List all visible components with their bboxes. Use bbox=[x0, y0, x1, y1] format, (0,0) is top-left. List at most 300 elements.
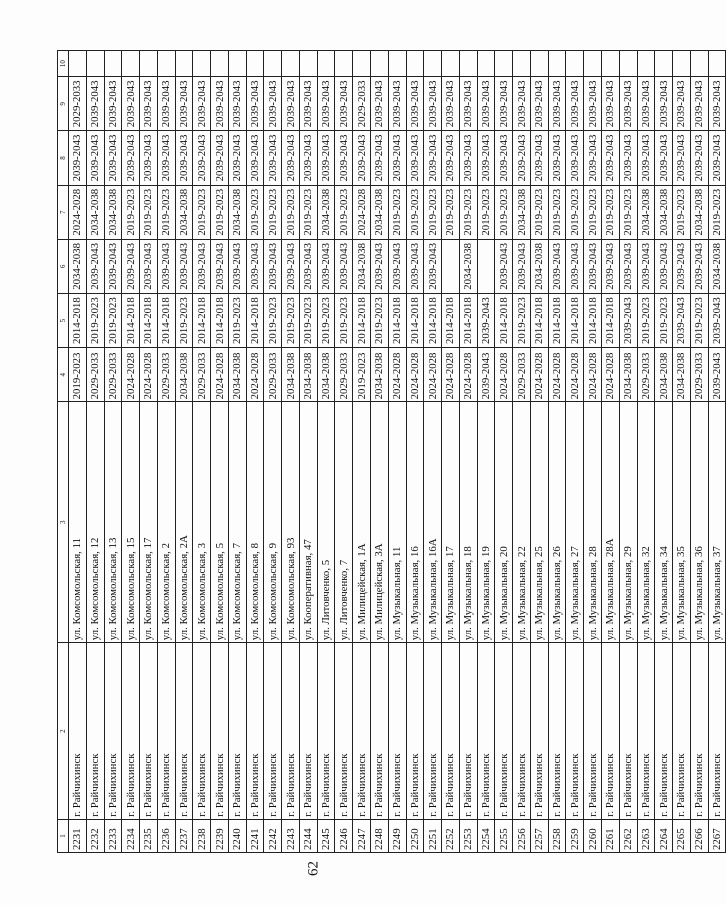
table-row bbox=[69, 51, 87, 853]
table-cell: 2034-2038 bbox=[282, 348, 300, 402]
table-cell: 2039-2043 bbox=[548, 131, 566, 185]
page-number: 62 bbox=[305, 861, 322, 876]
table-cell: г. Райчихинск bbox=[211, 643, 229, 820]
table-row bbox=[673, 51, 691, 853]
table-cell: 2029-2033 bbox=[513, 348, 531, 402]
table-cell: 2039-2043 bbox=[282, 131, 300, 185]
table-cell: 2039-2043 bbox=[371, 131, 389, 185]
table-cell: 2024-2028 bbox=[584, 348, 602, 402]
table-cell: 2034-2038 bbox=[228, 185, 246, 239]
table-cell: 2024-2028 bbox=[246, 348, 264, 402]
table-row bbox=[690, 51, 708, 853]
table-cell: г. Райчихинск bbox=[388, 643, 406, 820]
table-cell: 2039-2043 bbox=[69, 131, 87, 185]
table-cell: 2029-2033 bbox=[264, 348, 282, 402]
table-row bbox=[371, 51, 389, 853]
table-cell: г. Райчихинск bbox=[104, 643, 122, 820]
table-row bbox=[353, 51, 371, 853]
table-cell: 2039-2043 bbox=[708, 293, 726, 347]
table-cell: 2024-2028 bbox=[424, 348, 442, 402]
table-cell: 2039-2043 bbox=[388, 239, 406, 293]
table-cell: 2039-2043 bbox=[246, 131, 264, 185]
table-cell: 2019-2023 bbox=[566, 185, 584, 239]
table-cell: г. Райчихинск bbox=[690, 643, 708, 820]
table-cell: 2039-2043 bbox=[228, 77, 246, 131]
table-row bbox=[566, 51, 584, 853]
table-cell: 2019-2023 bbox=[282, 185, 300, 239]
table-cell: 2235 bbox=[140, 819, 158, 852]
table-cell: 2241 bbox=[246, 819, 264, 852]
table-cell: 2247 bbox=[353, 819, 371, 852]
table-cell: 2039-2043 bbox=[442, 131, 460, 185]
table-cell: 2267 bbox=[708, 819, 726, 852]
table-cell: 2039-2043 bbox=[211, 239, 229, 293]
column-number-cell: 9 bbox=[58, 77, 69, 131]
table-cell: 2019-2023 bbox=[69, 348, 87, 402]
table-cell: 2029-2033 bbox=[104, 348, 122, 402]
table-cell: 2260 bbox=[584, 819, 602, 852]
table-cell: 2014-2018 bbox=[459, 293, 477, 347]
table-cell: 2019-2023 bbox=[708, 185, 726, 239]
table-cell: г. Райчихинск bbox=[157, 643, 175, 820]
table-cell: 2029-2033 bbox=[353, 77, 371, 131]
table-cell: ул. Музыкальная, 35 bbox=[673, 402, 691, 643]
table-cell: ул. Кооперативная, 47 bbox=[299, 402, 317, 643]
table-cell: 2039-2043 bbox=[406, 239, 424, 293]
table-cell: 2039-2043 bbox=[637, 77, 655, 131]
table-cell: 2029-2033 bbox=[69, 77, 87, 131]
table-cell: 2019-2023 bbox=[406, 185, 424, 239]
table-cell: ул. Музыкальная, 32 bbox=[637, 402, 655, 643]
table-cell: 2039-2043 bbox=[495, 77, 513, 131]
table-cell: 2039-2043 bbox=[299, 131, 317, 185]
table-row bbox=[86, 51, 104, 853]
table-cell: 2039-2043 bbox=[211, 77, 229, 131]
table-cell: 2019-2023 bbox=[282, 293, 300, 347]
table-cell: г. Райчихинск bbox=[673, 643, 691, 820]
table-cell: 2019-2023 bbox=[584, 185, 602, 239]
table-cell: 2029-2033 bbox=[157, 348, 175, 402]
column-number-cell: 4 bbox=[58, 348, 69, 402]
table-cell: 2039-2043 bbox=[548, 239, 566, 293]
table-row bbox=[495, 51, 513, 853]
table-cell: 2243 bbox=[282, 819, 300, 852]
table-row bbox=[584, 51, 602, 853]
table-cell: г. Райчихинск bbox=[371, 643, 389, 820]
table-cell: г. Райчихинск bbox=[122, 643, 140, 820]
table-cell: 2019-2023 bbox=[335, 293, 353, 347]
table-cell: г. Райчихинск bbox=[655, 643, 673, 820]
table-cell: 2039-2043 bbox=[264, 131, 282, 185]
table-cell: 2039-2043 bbox=[282, 77, 300, 131]
table-cell: 2239 bbox=[211, 819, 229, 852]
table-cell: 2039-2043 bbox=[406, 131, 424, 185]
table-cell: 2039-2043 bbox=[530, 77, 548, 131]
table-cell: 2019-2023 bbox=[601, 185, 619, 239]
table-cell: г. Райчихинск bbox=[424, 643, 442, 820]
table-row bbox=[104, 51, 122, 853]
table-cell: 2237 bbox=[175, 819, 193, 852]
table-cell: 2034-2038 bbox=[371, 185, 389, 239]
table-cell: 2014-2018 bbox=[122, 293, 140, 347]
table-cell: 2258 bbox=[548, 819, 566, 852]
table-cell: 2029-2033 bbox=[335, 348, 353, 402]
table-cell bbox=[282, 51, 300, 77]
table-cell: г. Райчихинск bbox=[335, 643, 353, 820]
table-cell: ул. Комсомольская, 9 bbox=[264, 402, 282, 643]
table-cell: 2019-2023 bbox=[673, 185, 691, 239]
table-row bbox=[157, 51, 175, 853]
table-cell bbox=[353, 51, 371, 77]
table-cell bbox=[335, 51, 353, 77]
table-cell: 2019-2023 bbox=[371, 293, 389, 347]
table-cell: 2014-2018 bbox=[601, 293, 619, 347]
table-row bbox=[424, 51, 442, 853]
column-number-cell: 10 bbox=[58, 51, 69, 77]
table-cell: ул. Музыкальная, 36 bbox=[690, 402, 708, 643]
table-row bbox=[513, 51, 531, 853]
table-cell bbox=[442, 51, 460, 77]
table-cell: 2039-2043 bbox=[86, 239, 104, 293]
table-cell bbox=[228, 51, 246, 77]
table-cell: 2019-2023 bbox=[655, 293, 673, 347]
table-cell: 2039-2043 bbox=[424, 239, 442, 293]
table-cell: 2039-2043 bbox=[673, 77, 691, 131]
table-cell: 2039-2043 bbox=[673, 239, 691, 293]
table-cell: 2024-2028 bbox=[406, 348, 424, 402]
table-cell bbox=[317, 51, 335, 77]
table-cell: г. Райчихинск bbox=[69, 643, 87, 820]
table-cell: 2039-2043 bbox=[122, 77, 140, 131]
table-cell: 2039-2043 bbox=[459, 131, 477, 185]
table-cell: 2024-2028 bbox=[566, 348, 584, 402]
table-cell: 2039-2043 bbox=[637, 239, 655, 293]
table-cell: 2014-2018 bbox=[246, 293, 264, 347]
table-cell: 2039-2043 bbox=[388, 77, 406, 131]
table-cell: 2256 bbox=[513, 819, 531, 852]
table-cell: 2232 bbox=[86, 819, 104, 852]
table-cell: 2039-2043 bbox=[228, 131, 246, 185]
table-cell: 2024-2028 bbox=[122, 348, 140, 402]
table-cell bbox=[548, 51, 566, 77]
table-cell: г. Райчихинск bbox=[477, 643, 495, 820]
table-cell: 2266 bbox=[690, 819, 708, 852]
table-cell: 2039-2043 bbox=[690, 131, 708, 185]
table-cell: 2039-2043 bbox=[299, 239, 317, 293]
table-cell: 2019-2023 bbox=[353, 348, 371, 402]
table-cell: 2034-2038 bbox=[317, 348, 335, 402]
table-cell: г. Райчихинск bbox=[601, 643, 619, 820]
table-cell: 2024-2028 bbox=[140, 348, 158, 402]
table-cell: 2039-2043 bbox=[317, 77, 335, 131]
table-cell: ул. Литовченко, 5 bbox=[317, 402, 335, 643]
table-cell: ул. Комсомольская, 11 bbox=[69, 402, 87, 643]
table-cell: 2039-2043 bbox=[104, 77, 122, 131]
table-cell: 2019-2023 bbox=[477, 185, 495, 239]
table-cell: ул. Музыкальная, 29 bbox=[619, 402, 637, 643]
table-cell: 2039-2043 bbox=[424, 131, 442, 185]
table-cell: 2039-2043 bbox=[193, 239, 211, 293]
table-cell: 2039-2043 bbox=[477, 131, 495, 185]
table-cell: 2039-2043 bbox=[584, 131, 602, 185]
table-row bbox=[708, 51, 726, 853]
table-cell: г. Райчихинск bbox=[566, 643, 584, 820]
table-cell: 2019-2023 bbox=[317, 293, 335, 347]
table-cell: 2034-2038 bbox=[619, 348, 637, 402]
table-cell: 2039-2043 bbox=[371, 239, 389, 293]
table-cell: 2014-2018 bbox=[495, 293, 513, 347]
table-cell: г. Райчихинск bbox=[442, 643, 460, 820]
table-cell bbox=[690, 51, 708, 77]
table-cell: 2039-2043 bbox=[104, 131, 122, 185]
table-cell: 2024-2028 bbox=[442, 348, 460, 402]
table-cell: 2034-2038 bbox=[513, 185, 531, 239]
table-cell: 2263 bbox=[637, 819, 655, 852]
table-cell: 2034-2038 bbox=[459, 239, 477, 293]
table-cell: 2245 bbox=[317, 819, 335, 852]
table-cell: 2039-2043 bbox=[335, 131, 353, 185]
table-cell: 2039-2043 bbox=[619, 239, 637, 293]
table-cell bbox=[584, 51, 602, 77]
table-cell: г. Райчихинск bbox=[282, 643, 300, 820]
table-cell: г. Райчихинск bbox=[299, 643, 317, 820]
table-row bbox=[282, 51, 300, 853]
table-cell: 2024-2028 bbox=[211, 348, 229, 402]
table-cell: 2261 bbox=[601, 819, 619, 852]
table-cell bbox=[619, 51, 637, 77]
table-cell bbox=[673, 51, 691, 77]
table-cell: 2019-2023 bbox=[388, 185, 406, 239]
table-row bbox=[388, 51, 406, 853]
table-cell: 2019-2023 bbox=[495, 185, 513, 239]
table-cell: 2039-2043 bbox=[513, 131, 531, 185]
table-cell: 2039-2043 bbox=[513, 239, 531, 293]
table-cell: 2014-2018 bbox=[211, 293, 229, 347]
table-cell: 2019-2023 bbox=[193, 185, 211, 239]
table-cell: 2019-2023 bbox=[157, 185, 175, 239]
table-row bbox=[317, 51, 335, 853]
table-cell: 2039-2043 bbox=[655, 77, 673, 131]
table-cell bbox=[708, 51, 726, 77]
table-cell: 2039-2043 bbox=[690, 239, 708, 293]
table-cell: ул. Музыкальная, 16А bbox=[424, 402, 442, 643]
table-cell: 2039-2043 bbox=[157, 239, 175, 293]
table-cell: 2024-2028 bbox=[601, 348, 619, 402]
table-cell: 2039-2043 bbox=[495, 131, 513, 185]
table-cell: 2034-2038 bbox=[353, 239, 371, 293]
table-cell: 2039-2043 bbox=[264, 77, 282, 131]
table-cell: ул. Комсомольская, 13 bbox=[104, 402, 122, 643]
table-cell: г. Райчихинск bbox=[495, 643, 513, 820]
table-cell: 2039-2043 bbox=[601, 77, 619, 131]
table-cell: г. Райчихинск bbox=[193, 643, 211, 820]
table-cell: 2039-2043 bbox=[708, 348, 726, 402]
table-cell: 2014-2018 bbox=[388, 293, 406, 347]
table-cell: 2039-2043 bbox=[246, 239, 264, 293]
table-cell: 2039-2043 bbox=[424, 77, 442, 131]
table-cell: 2019-2023 bbox=[299, 185, 317, 239]
table-cell: 2034-2038 bbox=[655, 348, 673, 402]
table-cell bbox=[371, 51, 389, 77]
table-cell: ул. Музыкальная, 17 bbox=[442, 402, 460, 643]
table-cell: 2039-2043 bbox=[655, 239, 673, 293]
table-cell: 2019-2023 bbox=[140, 185, 158, 239]
table-cell: ул. Музыкальная, 28 bbox=[584, 402, 602, 643]
table-cell: 2039-2043 bbox=[601, 239, 619, 293]
table-cell: 2039-2043 bbox=[708, 131, 726, 185]
table-row bbox=[477, 51, 495, 853]
table-cell: 2014-2018 bbox=[406, 293, 424, 347]
table-cell: 2034-2038 bbox=[708, 239, 726, 293]
table-cell: 2262 bbox=[619, 819, 637, 852]
table-cell: 2039-2043 bbox=[566, 131, 584, 185]
table-cell: 2014-2018 bbox=[193, 293, 211, 347]
table-cell: 2014-2018 bbox=[157, 293, 175, 347]
table-cell: 2019-2023 bbox=[246, 185, 264, 239]
table-cell: г. Райчихинск bbox=[619, 643, 637, 820]
table-cell: ул. Милицейская, 3А bbox=[371, 402, 389, 643]
table-cell: 2236 bbox=[157, 819, 175, 852]
table-cell: 2014-2018 bbox=[530, 293, 548, 347]
table-cell: 2034-2038 bbox=[530, 239, 548, 293]
table-cell: 2014-2018 bbox=[442, 293, 460, 347]
table-cell: 2039-2043 bbox=[246, 77, 264, 131]
table-cell: г. Райчихинск bbox=[140, 643, 158, 820]
rotated-table-container bbox=[57, 50, 723, 853]
table-cell bbox=[477, 239, 495, 293]
table-cell: 2014-2018 bbox=[548, 293, 566, 347]
table-cell: г. Райчихинск bbox=[513, 643, 531, 820]
table-cell: 2039-2043 bbox=[335, 239, 353, 293]
table-cell: 2039-2043 bbox=[86, 77, 104, 131]
table-cell bbox=[86, 51, 104, 77]
table-cell: г. Райчихинск bbox=[353, 643, 371, 820]
table-cell: 2039-2043 bbox=[122, 239, 140, 293]
table-cell: 2039-2043 bbox=[495, 239, 513, 293]
table-cell: ул. Музыкальная, 37 bbox=[708, 402, 726, 643]
table-cell: ул. Музыкальная, 22 bbox=[513, 402, 531, 643]
table-cell: ул. Комсомольская, 15 bbox=[122, 402, 140, 643]
column-number-cell: 7 bbox=[58, 185, 69, 239]
table-cell: 2253 bbox=[459, 819, 477, 852]
table-cell: ул. Музыкальная, 25 bbox=[530, 402, 548, 643]
table-cell: 2024-2028 bbox=[495, 348, 513, 402]
table-cell: 2039-2043 bbox=[299, 77, 317, 131]
table-row bbox=[655, 51, 673, 853]
table-cell: 2039-2043 bbox=[477, 348, 495, 402]
table-cell: 2024-2028 bbox=[69, 185, 87, 239]
table-cell: 2039-2043 bbox=[566, 239, 584, 293]
table-cell: 2246 bbox=[335, 819, 353, 852]
table-row bbox=[140, 51, 158, 853]
table-cell: 2019-2023 bbox=[104, 293, 122, 347]
table-cell: 2257 bbox=[530, 819, 548, 852]
table-cell: ул. Комсомольская, 8 bbox=[246, 402, 264, 643]
table-cell bbox=[530, 51, 548, 77]
table-cell: 2039-2043 bbox=[140, 239, 158, 293]
table-cell: 2251 bbox=[424, 819, 442, 852]
table-cell: г. Райчихинск bbox=[264, 643, 282, 820]
table-cell: г. Райчихинск bbox=[459, 643, 477, 820]
table-cell: 2039-2043 bbox=[619, 77, 637, 131]
table-cell: 2039-2043 bbox=[406, 77, 424, 131]
table-cell: 2029-2033 bbox=[637, 348, 655, 402]
table-cell bbox=[122, 51, 140, 77]
table-cell bbox=[566, 51, 584, 77]
table-cell: 2265 bbox=[673, 819, 691, 852]
table-cell: 2039-2043 bbox=[317, 239, 335, 293]
table-cell: 2029-2033 bbox=[86, 348, 104, 402]
table-row bbox=[335, 51, 353, 853]
table-cell: 2248 bbox=[371, 819, 389, 852]
table-row bbox=[548, 51, 566, 853]
table-cell: 2039-2043 bbox=[601, 131, 619, 185]
table-cell: 2234 bbox=[122, 819, 140, 852]
table-cell: 2039-2043 bbox=[282, 239, 300, 293]
table-row bbox=[299, 51, 317, 853]
table-cell: 2019-2023 bbox=[424, 185, 442, 239]
table-cell: 2039-2043 bbox=[157, 131, 175, 185]
table-cell: 2039-2043 bbox=[175, 239, 193, 293]
table-cell: 2014-2018 bbox=[584, 293, 602, 347]
table-cell: ул. Комсомольская, 12 bbox=[86, 402, 104, 643]
table-cell bbox=[140, 51, 158, 77]
table-cell: ул. Комсомольская, 5 bbox=[211, 402, 229, 643]
table-cell: 2238 bbox=[193, 819, 211, 852]
table-cell: 2039-2043 bbox=[619, 293, 637, 347]
table-cell: ул. Милицейская, 1А bbox=[353, 402, 371, 643]
table-cell: 2034-2038 bbox=[673, 348, 691, 402]
table-cell: 2039-2043 bbox=[211, 131, 229, 185]
table-cell: ул. Музыкальная, 27 bbox=[566, 402, 584, 643]
table-cell: 2019-2023 bbox=[211, 185, 229, 239]
table-cell: ул. Комсомольская, 7 bbox=[228, 402, 246, 643]
table-cell: ул. Музыкальная, 18 bbox=[459, 402, 477, 643]
table-cell bbox=[299, 51, 317, 77]
table-row bbox=[601, 51, 619, 853]
table-cell: 2039-2043 bbox=[175, 77, 193, 131]
table-cell: 2039-2043 bbox=[637, 131, 655, 185]
table-cell: 2252 bbox=[442, 819, 460, 852]
table-cell: ул. Музыкальная, 11 bbox=[388, 402, 406, 643]
table-cell: 2024-2028 bbox=[459, 348, 477, 402]
table-cell: 2014-2018 bbox=[69, 293, 87, 347]
table-cell: г. Райчихинск bbox=[637, 643, 655, 820]
table-cell: 2039-2043 bbox=[548, 77, 566, 131]
table-row bbox=[442, 51, 460, 853]
table-cell bbox=[104, 51, 122, 77]
table-cell: 2019-2023 bbox=[459, 185, 477, 239]
table-cell: 2034-2038 bbox=[175, 185, 193, 239]
table-row bbox=[246, 51, 264, 853]
table-cell bbox=[69, 51, 87, 77]
table-cell: 2264 bbox=[655, 819, 673, 852]
table-cell: 2034-2038 bbox=[317, 185, 335, 239]
table-cell: 2024-2028 bbox=[388, 348, 406, 402]
table-cell: ул. Музыкальная, 20 bbox=[495, 402, 513, 643]
table-cell: 2039-2043 bbox=[371, 77, 389, 131]
table-cell: 2039-2043 bbox=[157, 77, 175, 131]
table-cell bbox=[388, 51, 406, 77]
table-cell: 2034-2038 bbox=[637, 185, 655, 239]
table-cell: 2034-2038 bbox=[690, 185, 708, 239]
table-cell: 2019-2023 bbox=[690, 293, 708, 347]
table-row bbox=[175, 51, 193, 853]
table-cell: г. Райчихинск bbox=[317, 643, 335, 820]
table-cell: 2019-2023 bbox=[513, 293, 531, 347]
table-cell: ул. Музыкальная, 34 bbox=[655, 402, 673, 643]
table-cell: г. Райчихинск bbox=[548, 643, 566, 820]
